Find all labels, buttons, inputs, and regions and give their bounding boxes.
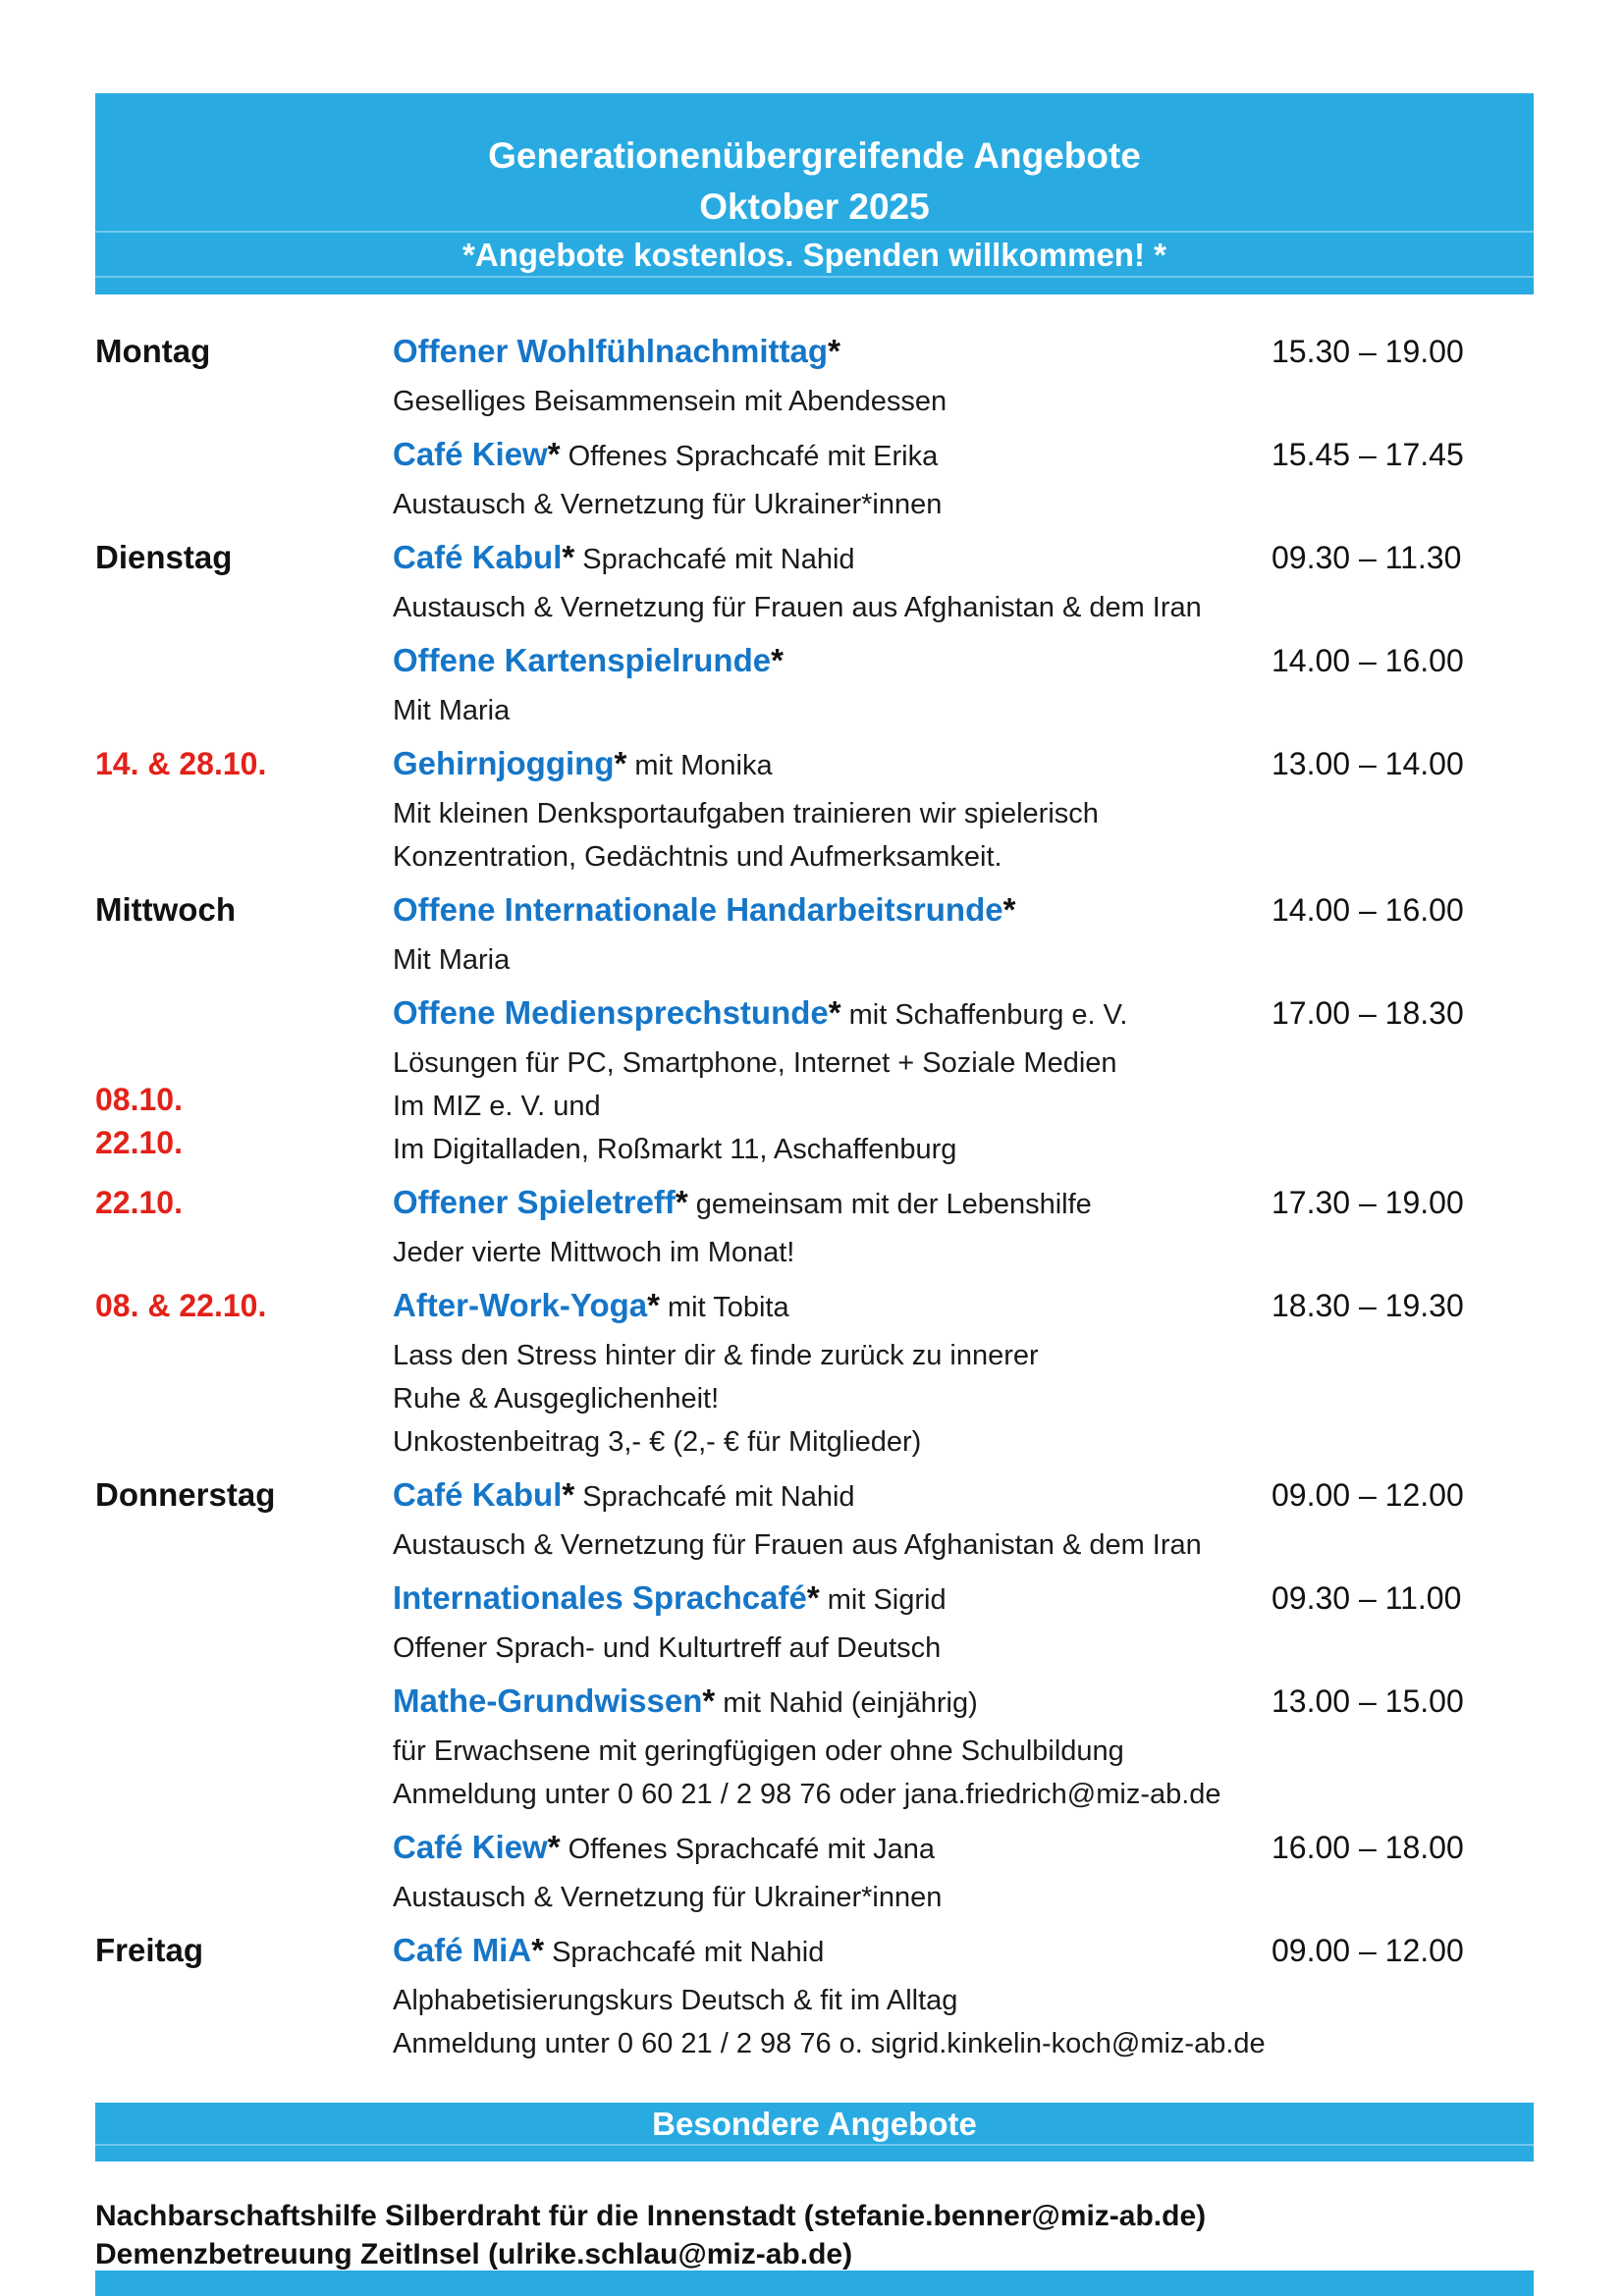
event-title-line [393, 1680, 1272, 1730]
schedule-row-main [393, 1826, 1272, 1919]
day-label: Freitag [95, 1932, 204, 1968]
schedule-row [95, 1680, 1534, 1816]
event-description-line: Jeder vierte Mittwoch im Monat! [393, 1237, 795, 1268]
event-title-line [393, 742, 1272, 792]
header-subtitle: *Angebote kostenlos. Spenden willkommen! * [95, 233, 1534, 278]
schedule-row-left [95, 742, 393, 785]
event-description-line: Ruhe & Ausgeglichenheit! [393, 1383, 720, 1415]
day-label: Mittwoch [95, 891, 236, 928]
event-title-line [393, 1576, 1272, 1627]
schedule-row [95, 330, 1534, 423]
schedule-row-left [95, 330, 393, 373]
event-suffix: Sprachcafé mit Nahid [574, 544, 855, 575]
schedule-row-main [393, 639, 1272, 732]
event-time: 09.00 – 12.00 [1272, 1477, 1464, 1513]
event-title: Gehirnjogging [393, 745, 615, 781]
schedule-row [95, 742, 1534, 879]
schedule-row-main [393, 1284, 1272, 1464]
event-suffix: Sprachcafé mit Nahid [574, 1481, 855, 1513]
schedule-row [95, 1929, 1534, 2065]
event-time: 18.30 – 19.30 [1272, 1288, 1464, 1323]
event-title-line [393, 1181, 1272, 1231]
schedule-row [95, 433, 1534, 526]
schedule-row-main [393, 888, 1272, 982]
event-description-line: Im Digitalladen, Roßmarkt 11, Aschaffenburg [393, 1134, 957, 1165]
event-title-line [393, 888, 1272, 938]
event-description-line: Austausch & Vernetzung für Frauen aus Afghanistan & dem Iran [393, 592, 1202, 623]
event-asterisk: * [771, 642, 784, 678]
event-description-line: Mit Maria [393, 695, 511, 726]
event-suffix: mit Tobita [659, 1292, 789, 1323]
schedule-row [95, 639, 1534, 732]
special-offer-line: Nachbarschaftshilfe Silberdraht für die Innenstadt (stefanie.benner@miz-ab.de) [95, 2200, 1207, 2232]
schedule-row [95, 991, 1534, 1171]
event-title: Offener Spieletreff [393, 1184, 676, 1220]
special-offers-title: Besondere Angebote [95, 2103, 1534, 2146]
event-asterisk: * [562, 1476, 575, 1513]
event-title: Café MiA [393, 1932, 532, 1968]
event-description-line: Geselliges Beisammensein mit Abendessen [393, 386, 947, 417]
schedule-row-left [95, 991, 393, 1164]
schedule-row [95, 1284, 1534, 1464]
event-asterisk: * [547, 436, 561, 472]
event-title: Offener Wohlfühlnachmittag [393, 333, 829, 369]
event-title: Offene Internationale Handarbeitsrunde [393, 891, 1003, 928]
event-description-line: Lass den Stress hinter dir & finde zurück zu innerer [393, 1340, 1039, 1371]
schedule-row-left [95, 1181, 393, 1224]
day-label: Dienstag [95, 539, 233, 575]
schedule-row-main [393, 433, 1272, 526]
event-title-line [393, 1929, 1272, 1979]
event-asterisk: * [806, 1579, 820, 1616]
event-suffix: Offenes Sprachcafé mit Erika [560, 441, 939, 472]
event-description-line: Austausch & Vernetzung für Ukrainer*innen [393, 1882, 943, 1913]
schedule-row-left [95, 1473, 393, 1517]
schedule-row [95, 1826, 1534, 1919]
schedule-row [95, 1473, 1534, 1567]
event-time: 13.00 – 15.00 [1272, 1683, 1464, 1719]
event-time: 16.00 – 18.00 [1272, 1830, 1464, 1865]
flyer-content [95, 0, 1534, 2273]
event-title: Café Kabul [393, 1476, 563, 1513]
schedule-row-main [393, 330, 1272, 423]
event-title-line [393, 639, 1272, 689]
event-description-line: Mit kleinen Denksportaufgaben trainieren wir spielerisch [393, 798, 1099, 829]
event-description-line: Lösungen für PC, Smartphone, Internet + Soziale Medien [393, 1047, 1117, 1079]
event-title: Mathe-Grundwissen [393, 1682, 703, 1719]
event-suffix: Sprachcafé mit Nahid [544, 1937, 825, 1968]
event-suffix: Offenes Sprachcafé mit Jana [560, 1834, 936, 1865]
event-title: After-Work-Yoga [393, 1287, 648, 1323]
event-title-line [393, 1284, 1272, 1334]
event-description-line: Alphabetisierungskurs Deutsch & fit im Alltag [393, 1985, 958, 2016]
event-description-line: Austausch & Vernetzung für Frauen aus Afghanistan & dem Iran [393, 1529, 1202, 1561]
event-time: 15.30 – 19.00 [1272, 334, 1464, 369]
next-page-banner-strip [95, 2270, 1534, 2296]
event-description-line: Offener Sprach- und Kulturtreff auf Deutsch [393, 1632, 942, 1664]
schedule-row-main [393, 991, 1272, 1171]
schedule-row-left [95, 1929, 393, 1972]
event-asterisk: * [614, 745, 627, 781]
date-label: 22.10. [95, 1185, 183, 1220]
special-offer-line: Demenzbetreuung ZeitInsel (ulrike.schlau@miz-ab.de) [95, 2238, 853, 2270]
schedule-row-left [95, 888, 393, 932]
schedule-row-main [393, 1473, 1272, 1567]
event-time: 13.00 – 14.00 [1272, 746, 1464, 781]
event-title: Internationales Sprachcafé [393, 1579, 807, 1616]
event-asterisk: * [675, 1184, 688, 1220]
event-time: 14.00 – 16.00 [1272, 643, 1464, 678]
event-description-line: Austausch & Vernetzung für Ukrainer*innen [393, 489, 943, 520]
event-suffix: gemeinsam mit der Lebenshilfe [687, 1189, 1092, 1220]
event-description-line: Unkostenbeitrag 3,- € (2,- € für Mitglieder) [393, 1426, 922, 1458]
event-title-line [393, 1826, 1272, 1876]
event-description-line: für Erwachsene mit geringfügigen oder ohne Schulbildung [393, 1735, 1124, 1767]
schedule-row [95, 888, 1534, 982]
event-title-line [393, 536, 1272, 586]
event-description-line: Mit Maria [393, 944, 511, 976]
event-description-line: Konzentration, Gedächtnis und Aufmerksamkeit. [393, 841, 1002, 873]
event-asterisk: * [647, 1287, 660, 1323]
event-title-line [393, 991, 1272, 1041]
event-time: 09.30 – 11.30 [1272, 540, 1462, 575]
date-label: 08. & 22.10. [95, 1288, 267, 1323]
schedule-row-left [95, 1284, 393, 1327]
event-suffix: mit Sigrid [819, 1584, 947, 1616]
event-asterisk: * [828, 333, 840, 369]
event-title: Offene Mediensprechstunde [393, 994, 829, 1031]
schedule-row-main [393, 1576, 1272, 1670]
date-label: 14. & 28.10. [95, 746, 267, 781]
special-offers-list [95, 2197, 1534, 2273]
header-banner [95, 93, 1534, 294]
schedule-row-main [393, 1680, 1272, 1816]
event-title-line [393, 1473, 1272, 1523]
event-title: Offene Kartenspielrunde [393, 642, 772, 678]
schedule-row [95, 1181, 1534, 1274]
schedule-table [95, 330, 1534, 2065]
header-title-line1: Generationenübergreifende Angebote [488, 135, 1141, 176]
date-label: 22.10. [95, 1125, 183, 1160]
event-time: 09.30 – 11.00 [1272, 1580, 1462, 1616]
event-suffix: mit Schaffenburg e. V. [840, 999, 1128, 1031]
event-asterisk: * [828, 994, 841, 1031]
schedule-row-left [95, 536, 393, 579]
event-asterisk: * [1002, 891, 1016, 928]
date-label: 08.10. [95, 1082, 183, 1117]
schedule-row [95, 536, 1534, 629]
event-asterisk: * [547, 1829, 561, 1865]
day-label: Donnerstag [95, 1476, 276, 1513]
event-title: Café Kiew [393, 1829, 548, 1865]
event-title-line [393, 330, 1272, 380]
event-asterisk: * [702, 1682, 716, 1719]
event-asterisk: * [531, 1932, 545, 1968]
event-title: Café Kabul [393, 539, 563, 575]
date-spacer [95, 1035, 393, 1078]
schedule-row-main [393, 742, 1272, 879]
schedule-row-main [393, 1181, 1272, 1274]
header-title-line2: Oktober 2025 [95, 182, 1534, 233]
event-asterisk: * [562, 539, 575, 575]
event-time: 17.30 – 19.00 [1272, 1185, 1464, 1220]
date-spacer [95, 991, 393, 1035]
event-title: Café Kiew [393, 436, 548, 472]
schedule-row-main [393, 1929, 1272, 2065]
day-label: Montag [95, 333, 211, 369]
event-suffix: mit Monika [626, 750, 773, 781]
schedule-row [95, 1576, 1534, 1670]
event-time: 15.45 – 17.45 [1272, 437, 1464, 472]
event-suffix: mit Nahid (einjährig) [715, 1687, 978, 1719]
event-time: 14.00 – 16.00 [1272, 892, 1464, 928]
event-description-line: Anmeldung unter 0 60 21 / 2 98 76 oder jana.friedrich@miz-ab.de [393, 1779, 1221, 1810]
special-offers-banner [95, 2103, 1534, 2162]
schedule-row-main [393, 536, 1272, 629]
event-time: 17.00 – 18.30 [1272, 995, 1464, 1031]
event-description-line: Anmeldung unter 0 60 21 / 2 98 76 o. sigrid.kinkelin-koch@miz-ab.de [393, 2028, 1266, 2059]
event-description-line: Im MIZ e. V. und [393, 1091, 601, 1122]
event-time: 09.00 – 12.00 [1272, 1933, 1464, 1968]
event-title-line [393, 433, 1272, 483]
